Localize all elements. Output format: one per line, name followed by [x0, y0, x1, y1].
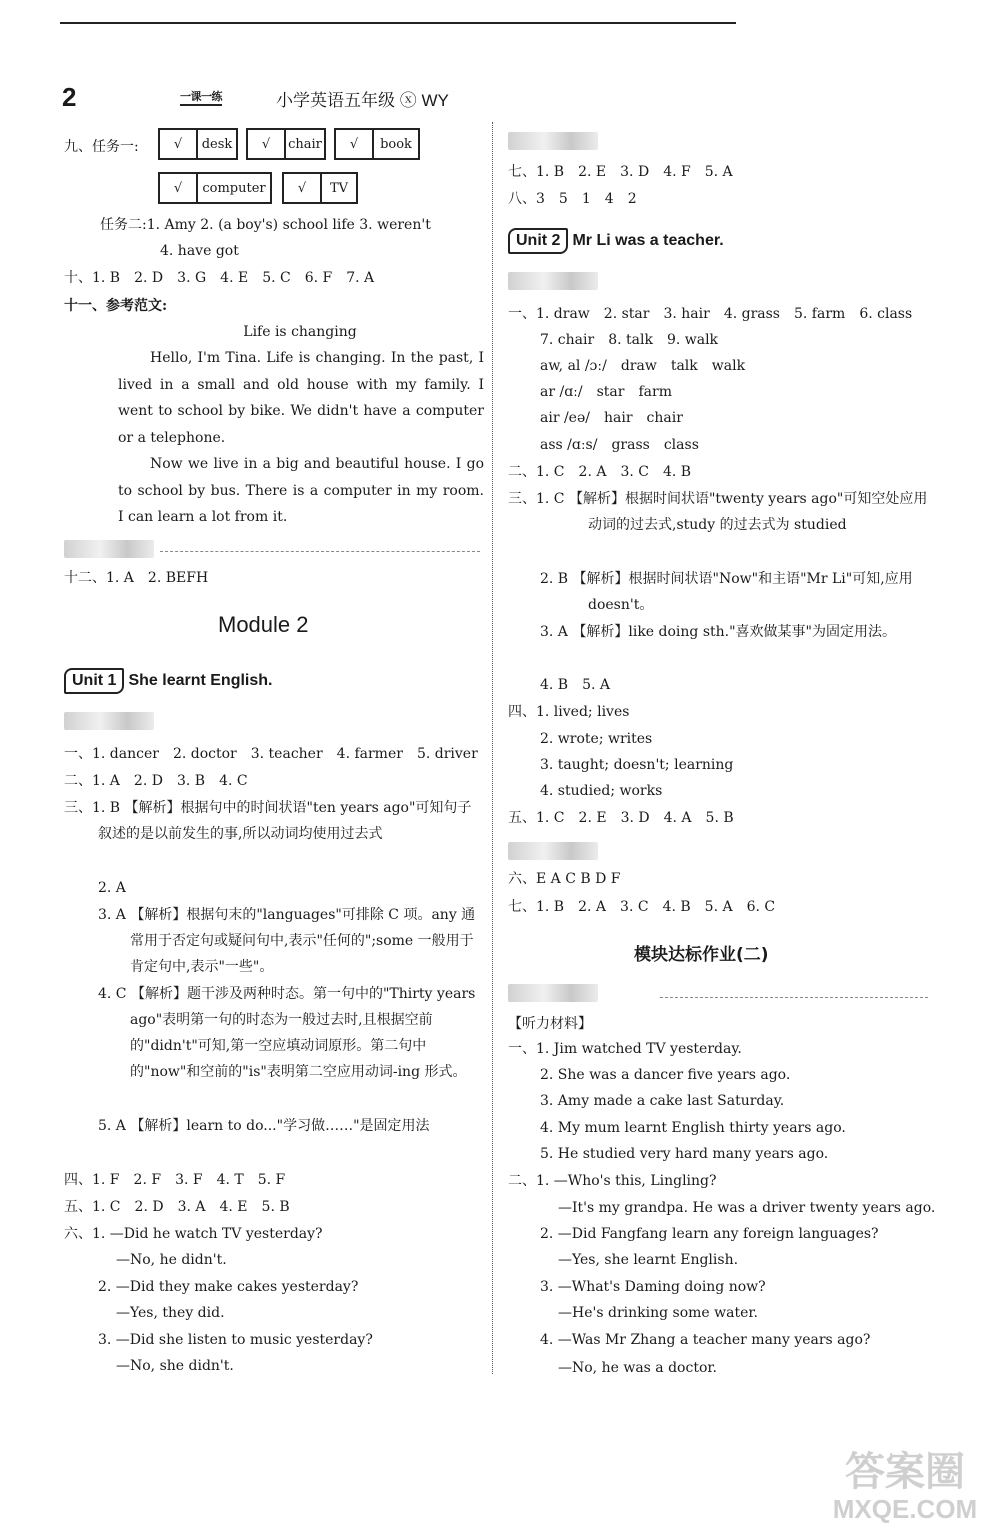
answer: 5. farm	[794, 306, 846, 322]
answer: 4. farmer	[336, 746, 403, 762]
check-icon: √	[248, 130, 286, 158]
listen1-line: 2. She was a dancer five years ago.	[540, 1067, 791, 1083]
answer: 八、3	[508, 191, 545, 207]
answer: 3. C	[620, 899, 649, 915]
phonics-word: draw	[620, 358, 657, 374]
answer: 5. A	[704, 899, 733, 915]
u2-sec3-item3: 3. A 【解析】like doing sth."喜欢做某事"为固定用法。	[540, 624, 896, 640]
answer: 5. C	[262, 270, 291, 286]
listen2-line: 4. —Was Mr Zhang a teacher many years ago?	[540, 1332, 871, 1348]
listen2-line: —He's drinking some water.	[558, 1305, 758, 1321]
answer: 4. B	[662, 899, 691, 915]
stamp-rule	[660, 997, 928, 998]
page-number: 2	[62, 82, 77, 112]
series-logo: 一课一练	[180, 88, 222, 106]
check-icon: √	[284, 174, 322, 202]
answer: 4. B	[662, 464, 692, 480]
sec9-label: 九、任务一:	[64, 139, 139, 155]
phonics-pattern: ass /ɑːs/	[540, 437, 598, 453]
answer: 2. D	[134, 1199, 164, 1215]
listen2-line: 二、1. —Who's this, Lingling?	[508, 1173, 717, 1189]
listen1-line: 5. He studied very hard many years ago.	[540, 1146, 829, 1162]
listen1-line: 3. Amy made a cake last Saturday.	[540, 1093, 785, 1109]
phonics-word: farm	[638, 384, 672, 400]
essay-title: Life is changing	[243, 324, 357, 340]
phonics-pattern: air /eə/	[540, 410, 590, 426]
phonics-word: chair	[646, 410, 683, 426]
u1-sec6-line: —No, she didn't.	[116, 1358, 234, 1374]
sec12-answers	[64, 568, 208, 588]
module-test-title: 模块达标作业(二)	[634, 945, 769, 965]
u2-sec4-line: 2. wrote; writes	[540, 731, 653, 747]
listen2-line: 2. —Did Fangfang learn any foreign languages?	[540, 1226, 879, 1242]
task2-line1: 任务二:1. Amy 2. (a boy's) school life 3. weren't	[100, 217, 431, 233]
answer: 二、1. A	[64, 773, 120, 789]
section-stamp	[508, 842, 598, 860]
answer: 十二、1. A	[64, 570, 134, 586]
task-box-chair	[246, 128, 326, 160]
box-word: desk	[201, 136, 233, 152]
watermark-text: 答案圈	[845, 1449, 965, 1495]
answer: 一、1. dancer	[64, 746, 159, 762]
section-stamp	[508, 984, 598, 1002]
book-title: 小学英语五年级 ⓧ WY	[276, 91, 449, 110]
answer: 七、1. B	[508, 899, 565, 915]
answer: 4. E	[220, 270, 249, 286]
answer: 6. class	[859, 306, 913, 322]
box-word: book	[380, 136, 412, 152]
answer: 七、1. B	[508, 164, 565, 180]
answer: 2	[627, 191, 637, 207]
unit-title: Mr Li was a teacher.	[572, 232, 724, 249]
answer: 6. F	[304, 270, 333, 286]
essay-paragraph-2: Now we live in a big and beautiful house. I go to school by bus. There is a computer in my room. I can learn a lot from it.	[118, 456, 484, 525]
u1-sec4	[64, 1170, 285, 1190]
answer: 2. doctor	[172, 746, 237, 762]
listening-label: 【听力材料】	[508, 1016, 592, 1032]
phonics-pattern: ar /ɑː/	[540, 384, 583, 400]
task-box-tv	[282, 172, 358, 204]
unit-title: She learnt English.	[128, 672, 273, 689]
u1-sec3-item1: 三、1. B 【解析】根据句中的时间状语"ten years ago"可知句子叙述的是以前发生的事,所以动词均使用过去式	[64, 800, 472, 842]
u2-sec5	[508, 808, 734, 828]
sec11-label: 十一、参考范文:	[64, 298, 168, 314]
answer: 4. F	[663, 164, 691, 180]
phonics-word: hair	[603, 410, 633, 426]
listen2-line: —Yes, she learnt English.	[558, 1252, 739, 1268]
stamp-rule	[160, 551, 480, 552]
answer: 3. hair	[663, 306, 710, 322]
answer: 4. T	[216, 1172, 244, 1188]
section-stamp	[64, 540, 154, 558]
answer: 3. C	[620, 464, 649, 480]
u2-sec3-item1: 三、1. C 【解析】根据时间状语"twenty years ago"可知空处应用动词的过去式,study 的过去式为 studied	[508, 491, 928, 533]
phonics-word: walk	[711, 358, 746, 374]
answer: 4. A	[663, 810, 692, 826]
phonics-pattern: aw, al /ɔː/	[540, 358, 607, 374]
answer: 3. F	[175, 1172, 203, 1188]
u2-sec1-b	[540, 330, 718, 350]
phonics-word: grass	[611, 437, 650, 453]
check-icon: √	[160, 130, 198, 158]
u2-sec4-line: 3. taught; doesn't; learning	[540, 757, 734, 773]
answer: 5. B	[705, 810, 734, 826]
phonics-row	[540, 356, 745, 376]
answer: 4. B	[540, 677, 569, 693]
answer: 3. B	[176, 773, 206, 789]
check-icon: √	[160, 174, 198, 202]
answer: 五、1. C	[64, 1199, 121, 1215]
u1-sec5	[64, 1197, 290, 1217]
section-stamp	[508, 272, 598, 290]
unit2-heading	[508, 228, 724, 254]
check-icon: √	[336, 130, 374, 158]
answer: 7. A	[346, 270, 375, 286]
listen2-line: —No, he was a doctor.	[558, 1360, 717, 1376]
u1-sec3-item5: 5. A 【解析】learn to do..."学习做……"是固定用法	[98, 1118, 430, 1134]
phonics-row	[540, 408, 683, 428]
answer: 4. grass	[723, 306, 780, 322]
answer: 二、1. C	[508, 464, 565, 480]
unit1-heading	[64, 668, 272, 694]
task-box-computer	[158, 172, 272, 204]
task-box-book	[334, 128, 420, 160]
answer: 3. A	[177, 1199, 206, 1215]
u1-sec6-line: —No, he didn't.	[116, 1252, 227, 1268]
sec10-answers	[64, 268, 374, 288]
column-divider	[492, 122, 493, 1374]
phonics-word: class	[663, 437, 699, 453]
answer: 2. star	[603, 306, 650, 322]
answer: 3. D	[620, 810, 650, 826]
essay-paragraph-1: Hello, I'm Tina. Life is changing. In the past, I lived in a small and old house with my family. I went to school by bike. We didn't have a computer or a telephone.	[118, 350, 484, 446]
u2-sec2	[508, 462, 691, 482]
answer: 9. walk	[666, 332, 719, 348]
answer: 2. A	[578, 464, 607, 480]
u2-sec6: 六、E A C B D F	[508, 871, 621, 887]
answer: 5	[558, 191, 568, 207]
unit-tag: Unit 2	[508, 228, 568, 254]
phonics-word: talk	[670, 358, 698, 374]
phonics-row	[540, 382, 672, 402]
listen2-line: —It's my grandpa. He was a driver twenty years ago.	[558, 1200, 936, 1216]
answer: 2. BEFH	[147, 570, 209, 586]
answer: 5. F	[257, 1172, 286, 1188]
answer: 2. F	[133, 1172, 162, 1188]
answer: 2. E	[578, 810, 607, 826]
phonics-word: star	[596, 384, 625, 400]
u1-sec6-line: 六、1. —Did he watch TV yesterday?	[64, 1226, 323, 1242]
answer: 2. D	[134, 270, 164, 286]
answer: 4	[604, 191, 614, 207]
section-stamp	[64, 712, 154, 730]
u1-sec6-line: 2. —Did they make cakes yesterday?	[98, 1279, 359, 1295]
listen2-line: 3. —What's Daming doing now?	[540, 1279, 766, 1295]
sec8-answers	[508, 189, 637, 209]
u1-sec3-item4: 4. C 【解析】题干涉及两种时态。第一句中的"Thirty years ago"表明第一句的时态为一般过去时,且根据空前的"didn't"可知,第一空应填动词原形。第二句中的"now"和空前的"is"表明第二空应用动词-ing 形式。	[98, 986, 476, 1080]
section-stamp	[508, 132, 598, 150]
answer: 四、1. F	[64, 1172, 120, 1188]
u2-sec3-item2: 2. B 【解析】根据时间状语"Now"和主语"Mr Li"可知,应用 doesn't。	[540, 571, 913, 613]
u2-sec4-line: 4. studied; works	[540, 783, 663, 799]
u1-sec3-item3: 3. A 【解析】根据句末的"languages"可排除 C 项。any 通常用于否定句或疑问句中,表示"任何的";some 一般用于肯定句中,表示"一些"。	[98, 907, 476, 975]
box-word: chair	[288, 136, 322, 152]
watermark-url: MXQE.COM	[832, 1494, 978, 1524]
answer: 5. A	[582, 677, 611, 693]
site-watermark	[830, 1450, 980, 1525]
u1-sec6-line: —Yes, they did.	[116, 1305, 225, 1321]
answer: 3. G	[177, 270, 207, 286]
answer: 4. E	[219, 1199, 248, 1215]
answer: 五、1. C	[508, 810, 565, 826]
answer: 十、1. B	[64, 270, 121, 286]
sec7-answers	[508, 162, 733, 182]
u1-sec3-item2: 2. A	[98, 880, 126, 896]
answer: 2. D	[133, 773, 163, 789]
answer: 4. C	[219, 773, 248, 789]
listen1-line: 一、1. Jim watched TV yesterday.	[508, 1041, 742, 1057]
u2-sec4-line: 四、1. lived; lives	[508, 704, 630, 720]
answer: 7. chair	[540, 332, 595, 348]
unit-tag: Unit 1	[64, 668, 124, 694]
answer: 1	[581, 191, 591, 207]
u2-sec3-item45	[540, 675, 610, 695]
u1-sec2	[64, 771, 248, 791]
answer: 2. A	[578, 899, 607, 915]
box-word: TV	[329, 180, 349, 196]
answer: 2. E	[578, 164, 607, 180]
answer: 5. A	[704, 164, 733, 180]
listen1-line: 4. My mum learnt English thirty years ago.	[540, 1120, 846, 1136]
answer: 一、1. draw	[508, 306, 590, 322]
task2-line2: 4. have got	[160, 243, 239, 259]
answer: 8. talk	[608, 332, 653, 348]
answer: 3. D	[620, 164, 650, 180]
u1-sec6-line: 3. —Did she listen to music yesterday?	[98, 1332, 373, 1348]
u2-sec7	[508, 897, 775, 917]
module-title: Module 2	[218, 612, 309, 637]
task-box-desk	[158, 128, 238, 160]
phonics-row	[540, 435, 699, 455]
answer: 3. teacher	[250, 746, 323, 762]
answer: 5. driver	[416, 746, 478, 762]
answer: 5. B	[261, 1199, 290, 1215]
answer: 6. C	[746, 899, 776, 915]
top-rule	[60, 22, 736, 24]
box-word: computer	[202, 180, 266, 196]
u2-sec1-a	[508, 304, 912, 324]
u1-sec1	[64, 744, 478, 764]
